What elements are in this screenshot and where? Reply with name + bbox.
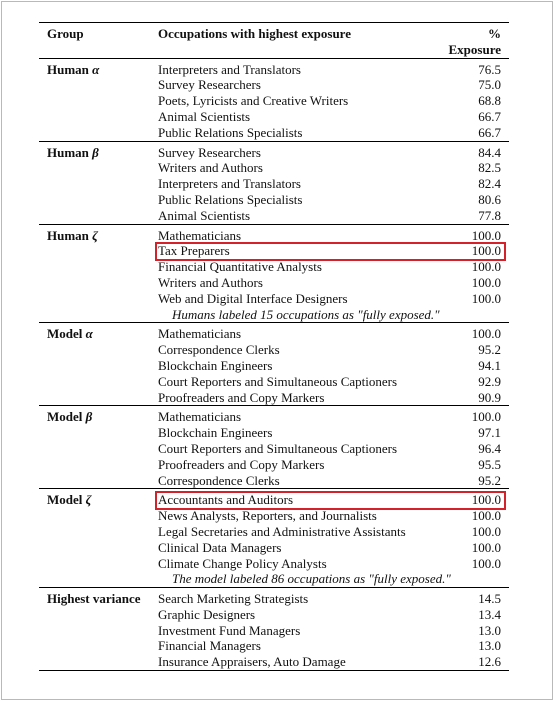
exposure-value: 100.0 (471, 409, 501, 425)
exposure-value: 76.5 (478, 61, 501, 77)
table-row (39, 358, 509, 374)
exposure-value: 75.0 (478, 77, 501, 93)
exposure-value: 66.7 (478, 108, 501, 124)
exposure-value: 14.5 (478, 591, 501, 607)
header-row (39, 26, 509, 58)
table-row (39, 326, 509, 342)
table-row (39, 228, 509, 244)
group-label (47, 228, 98, 243)
exposure-value: 94.1 (478, 357, 501, 373)
group-label (47, 145, 99, 160)
occupation-cell: Clinical Data Managers (158, 539, 282, 555)
group-cell (39, 374, 158, 390)
occupation-cell: Writers and Authors (158, 274, 263, 290)
table-row (39, 145, 509, 161)
exposure-value: 100.0 (471, 227, 501, 243)
group-name: Highest variance (47, 591, 141, 607)
exposure-value: 66.7 (478, 124, 501, 140)
group-note: The model labeled 86 occupations as "fully exposed." (172, 571, 451, 587)
table-row (39, 243, 509, 259)
exposure-value: 95.2 (478, 342, 501, 358)
occupation-cell: Survey Researchers (158, 77, 261, 93)
group-cell (39, 291, 158, 307)
exposure-value: 100.0 (471, 274, 501, 290)
table-row (39, 492, 509, 508)
occupation-cell: Interpreters and Translators (158, 61, 301, 77)
table-row (39, 524, 509, 540)
document-page (1, 1, 553, 700)
group-greek-symbol: α (85, 326, 93, 342)
note-row (39, 571, 509, 587)
occupation-cell: Correspondence Clerks (158, 472, 280, 488)
group-greek-symbol: α (92, 61, 100, 77)
table-row (39, 259, 509, 275)
table-row (39, 409, 509, 425)
group-cell (39, 275, 158, 291)
occupation-cell: Tax Preparers (158, 243, 230, 259)
occupation-cell: Blockchain Engineers (158, 357, 273, 373)
exposure-value: 97.1 (478, 425, 501, 441)
exposure-value: 90.9 (478, 389, 501, 405)
occupation-cell: Survey Researchers (158, 144, 261, 160)
exposure-table (39, 22, 509, 671)
group-cell (39, 192, 158, 208)
table-row (39, 654, 509, 670)
occupation-cell: Blockchain Engineers (158, 425, 273, 441)
table-row (39, 457, 509, 473)
exposure-value: 100.0 (471, 555, 501, 571)
group-greek-symbol: ζ (92, 227, 98, 243)
group-name: Model (47, 492, 83, 508)
occupation-cell: Public Relations Specialists (158, 191, 303, 207)
table-row (39, 390, 509, 406)
occupation-cell: Mathematicians (158, 227, 242, 243)
exposure-value: 95.5 (478, 456, 501, 472)
table-row (39, 638, 509, 654)
table-row (39, 441, 509, 457)
occupation-cell: Proofreaders and Copy Markers (158, 456, 325, 472)
group-cell (39, 390, 158, 406)
exposure-value: 100.0 (471, 326, 501, 342)
table-row (39, 607, 509, 623)
group-cell (39, 591, 158, 607)
group-cell (39, 638, 158, 654)
occupation-cell: Search Marketing Strategists (158, 591, 309, 607)
exposure-value: 100.0 (471, 492, 501, 508)
exposure-value: 100.0 (471, 523, 501, 539)
group-label (47, 492, 91, 507)
table-row (39, 109, 509, 125)
exposure-value: 100.0 (471, 259, 501, 275)
exposure-value: 80.6 (478, 191, 501, 207)
occupation-cell: Animal Scientists (158, 207, 251, 223)
occupation-cell: Proofreaders and Copy Markers (158, 389, 325, 405)
group-cell (39, 425, 158, 441)
exposure-value: 100.0 (471, 508, 501, 524)
exposure-value: 92.9 (478, 373, 501, 389)
group-label (47, 409, 92, 424)
exposure-value: 82.5 (478, 160, 501, 176)
group-cell (39, 145, 158, 161)
table-row (39, 208, 509, 224)
header-exposure: % Exposure (448, 26, 501, 57)
occupation-cell: Climate Change Policy Analysts (158, 555, 327, 571)
group-cell (39, 358, 158, 374)
group-name: Human (47, 144, 89, 160)
exposure-value: 100.0 (471, 243, 501, 259)
group-cell (39, 228, 158, 244)
note-row (39, 307, 509, 323)
group-name: Model (47, 326, 83, 342)
group-label (47, 591, 141, 606)
group-cell (39, 409, 158, 425)
occupation-cell: Accountants and Auditors (158, 492, 294, 508)
table-row (39, 125, 509, 141)
exposure-value: 13.0 (478, 638, 501, 654)
group-cell (39, 77, 158, 93)
occupation-cell: Court Reporters and Simultaneous Captioners (158, 373, 398, 389)
group-name: Human (47, 227, 89, 243)
table-row (39, 93, 509, 109)
table-row (39, 374, 509, 390)
table-row (39, 508, 509, 524)
occupation-cell: Legal Secretaries and Administrative Assistants (158, 523, 406, 539)
group-greek-symbol: β (85, 409, 93, 425)
table-row (39, 556, 509, 572)
group-cell (39, 259, 158, 275)
group-cell (39, 208, 158, 224)
occupation-cell: Mathematicians (158, 409, 242, 425)
group-cell (39, 607, 158, 623)
occupation-cell: Mathematicians (158, 326, 242, 342)
exposure-value: 12.6 (478, 654, 501, 670)
group-cell (39, 508, 158, 524)
note-spacer (39, 571, 158, 587)
table-row (39, 192, 509, 208)
table-row (39, 473, 509, 489)
exposure-value: 13.4 (478, 606, 501, 622)
exposure-table-container (39, 22, 509, 671)
group-greek-symbol: β (92, 144, 99, 160)
bottom-rule (39, 671, 509, 672)
group-cell (39, 176, 158, 192)
table-row (39, 160, 509, 176)
occupation-cell: Writers and Authors (158, 160, 263, 176)
occupation-cell: Animal Scientists (158, 108, 251, 124)
exposure-value: 100.0 (471, 290, 501, 306)
table-row (39, 275, 509, 291)
occupation-cell: Interpreters and Translators (158, 176, 301, 192)
group-note: Humans labeled 15 occupations as "fully exposed." (172, 306, 440, 322)
group-name: Model (47, 409, 83, 425)
group-cell (39, 326, 158, 342)
group-cell (39, 457, 158, 473)
occupation-cell: Graphic Designers (158, 606, 256, 622)
group-cell (39, 540, 158, 556)
group-name: Human (47, 61, 89, 77)
occupation-cell: Financial Managers (158, 638, 261, 654)
note-spacer (39, 307, 158, 323)
occupation-cell: Public Relations Specialists (158, 124, 303, 140)
group-cell (39, 524, 158, 540)
occupation-cell: Web and Digital Interface Designers (158, 290, 348, 306)
group-cell (39, 62, 158, 78)
exposure-value: 96.4 (478, 440, 501, 456)
header-group: Group (47, 26, 84, 41)
table-row (39, 77, 509, 93)
occupation-cell: Correspondence Clerks (158, 342, 280, 358)
exposure-value: 82.4 (478, 176, 501, 192)
table-row (39, 291, 509, 307)
exposure-value: 13.0 (478, 622, 501, 638)
group-cell (39, 160, 158, 176)
group-cell (39, 473, 158, 489)
group-cell (39, 342, 158, 358)
group-cell (39, 492, 158, 508)
table-row (39, 176, 509, 192)
table-row (39, 425, 509, 441)
group-label (47, 326, 93, 341)
exposure-value: 84.4 (478, 144, 501, 160)
table-row (39, 342, 509, 358)
group-cell (39, 623, 158, 639)
occupation-cell: Investment Fund Managers (158, 622, 301, 638)
exposure-value: 68.8 (478, 93, 501, 109)
occupation-cell: Court Reporters and Simultaneous Captioners (158, 440, 398, 456)
group-greek-symbol: ζ (85, 492, 92, 508)
exposure-value: 100.0 (471, 539, 501, 555)
group-cell (39, 243, 158, 259)
group-cell (39, 125, 158, 141)
occupation-cell: News Analysts, Reporters, and Journalists (158, 508, 377, 524)
occupation-cell: Poets, Lyricists and Creative Writers (158, 93, 349, 109)
table-row (39, 62, 509, 78)
occupation-cell: Financial Quantitative Analysts (158, 259, 322, 275)
group-label (47, 62, 99, 77)
occupation-cell: Insurance Appraisers, Auto Damage (158, 654, 346, 670)
table-row (39, 540, 509, 556)
group-cell (39, 109, 158, 125)
group-cell (39, 556, 158, 572)
group-cell (39, 654, 158, 670)
group-cell (39, 93, 158, 109)
exposure-value: 77.8 (478, 207, 501, 223)
group-cell (39, 441, 158, 457)
header-occupations: Occupations with highest exposure (158, 26, 351, 41)
table-row (39, 591, 509, 607)
table-row (39, 623, 509, 639)
exposure-value: 95.2 (478, 472, 501, 488)
